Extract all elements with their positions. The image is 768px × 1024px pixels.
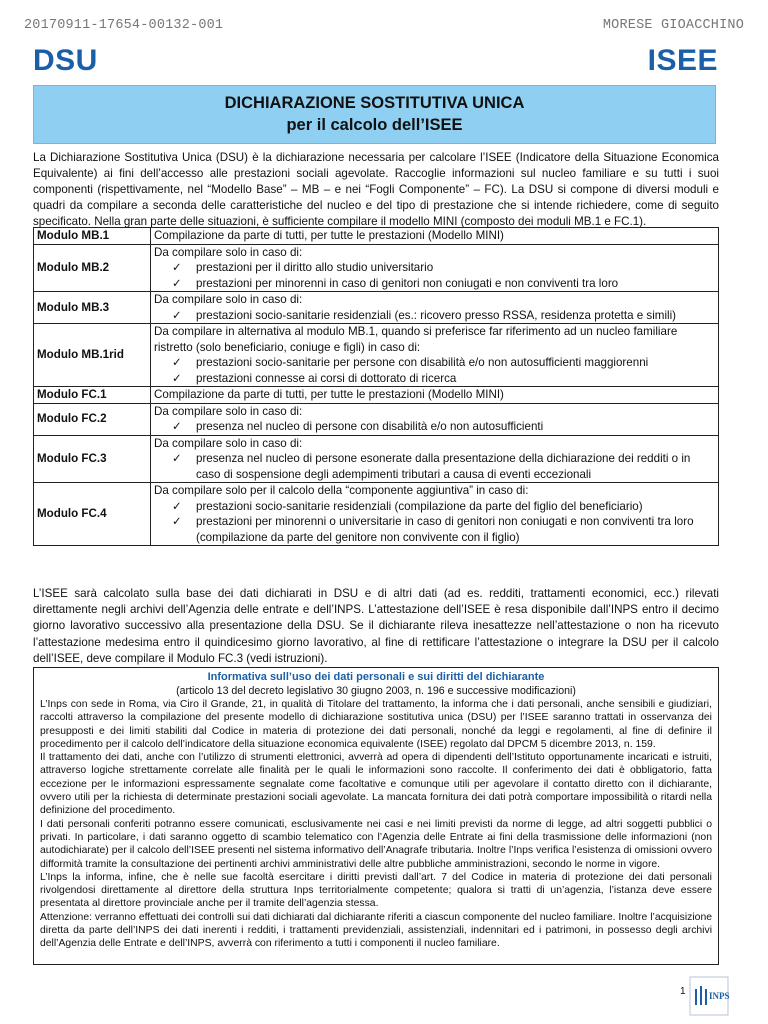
isee-heading: ISEE	[647, 44, 718, 77]
privacy-paragraph: Il trattamento dei dati, anche con l’utilizzo di strumenti elettronici, avverrà ad opera di dipendenti dell’Istituto opportunamente incaricati e istruiti, attraverso logiche strettamente correlate alle finalità per le quali le informazioni sono raccolte. Il conferimento dei dati è obbligatorio, fatta eccezione per le informazioni espressamente segnalate come facoltative e comunque utili per agevolare il contatto diretto con il dichiarante, ovvero utili per la richiesta di determinate prestazioni sociali agevolate. La mancata fornitura dei dati potrà comportare impossibilità o ritardi nella definizione del procedimento.	[40, 752, 712, 817]
module-continuation-line: caso di sospensione degli adempimenti tributari a causa di eventi eccezionali	[196, 467, 592, 481]
module-checklist-item	[154, 260, 715, 276]
module-checklist-item	[154, 308, 715, 324]
module-name: Modulo MB.3	[34, 292, 151, 324]
module-name: Modulo FC.2	[34, 403, 151, 435]
document-code: 20170911-17654-00132-001	[24, 18, 224, 33]
module-description	[151, 483, 719, 546]
module-continuation-line: (compilazione da parte del genitore non convivente con il figlio)	[196, 530, 520, 544]
module-checklist-text: prestazioni connesse ai corsi di dottorato di ricerca	[196, 371, 457, 385]
module-name: Modulo FC.4	[34, 483, 151, 546]
module-text-line: Da compilare solo per il calcolo della “componente aggiuntiva” in caso di:	[154, 484, 529, 497]
module-row	[34, 483, 719, 546]
module-checklist-item	[154, 514, 715, 530]
module-checklist-text: prestazioni socio-sanitarie per persone con disabilità e/o non autosufficienti maggiorenni	[196, 356, 649, 369]
module-name: Modulo MB.1	[34, 228, 151, 245]
module-description	[151, 387, 719, 404]
check-icon: ✓	[172, 276, 182, 290]
check-icon: ✓	[172, 452, 182, 465]
module-checklist-text: presenza nel nucleo di persone con disabilità e/o non autosufficienti	[196, 420, 544, 433]
privacy-notice-title: Informativa sull’uso dei dati personali e sui diritti del dichiarante	[207, 671, 545, 683]
privacy-paragraph: L’Inps con sede in Roma, via Ciro il Grande, 21, in qualità di Titolare del trattamento, la informa che i dati personali, anche sensibili e giudiziari, raccolti attraverso la compilazione del presente modello di dichiarazione sostitutiva unica (DSU) per l’ISEE saranno trattati in osservanza dei presupposti e dei limiti stabiliti dal Codice in materia di protezione dei dati personali, nonché da leggi e regolamenti, al fine di definire il procedimento per il calcolo dell’indicatore della situazione economica equivalente (ISEE) regolato dal DPCM 5 dicembre 2013, n. 159.	[40, 699, 712, 750]
module-checklist-item	[154, 371, 715, 387]
check-icon: ✓	[172, 371, 182, 385]
document-subtitle: per il calcolo dell’ISEE	[286, 116, 463, 134]
check-icon: ✓	[172, 261, 182, 274]
module-checklist-item	[154, 499, 715, 515]
check-icon: ✓	[172, 515, 182, 528]
module-row	[34, 292, 719, 324]
module-text-line: Da compilare in alternativa al modulo MB.1, quando si preferisce far riferimento ad un nucleo familiare ristretto (solo beneficiario, coniuge e figli) in caso di:	[154, 325, 678, 354]
module-row	[34, 403, 719, 435]
module-text-line: Compilazione da parte di tutti, per tutte le prestazioni (Modello MINI)	[154, 388, 504, 401]
module-row	[34, 324, 719, 387]
module-checklist-text: presenza nel nucleo di persone esonerate dalla presentazione della dichiarazione dei redditi o in	[196, 452, 691, 465]
module-text-line: Da compilare solo in caso di:	[154, 245, 303, 259]
privacy-paragraph: L’Inps la informa, infine, che è nelle sue facoltà esercitare i diritti previsti dall’art. 7 del Codice in materia di protezione dei dati personali rivolgendosi direttamente al direttore della struttura Inps territorialmente competente; qualora si tratti di un’agenzia, l’istanza deve essere presentata al direttore provinciale anche per il tramite dell’agenzia stessa.	[40, 871, 712, 910]
module-name: Modulo MB.2	[34, 244, 151, 292]
module-description	[151, 292, 719, 324]
module-description	[151, 228, 719, 245]
privacy-notice-box	[33, 667, 719, 965]
svg-text:INPS: INPS	[709, 991, 730, 1001]
document-title: DICHIARAZIONE SOSTITUTIVA UNICA	[224, 94, 525, 112]
module-row	[34, 435, 719, 483]
isee-calculation-paragraph: L’ISEE sarà calcolato sulla base dei dati dichiarati in DSU e di altri dati (ad es. redditi, trattamenti economici, ecc.) rilevati direttamente negli archivi dell’Agenzia delle entrate e dell’INPS. L’attestazione dell’ISEE è resa disponibile dall’INPS entro il decimo giorno lavorativo successivo alla presentazione della DSU. Se il dichiarante rileva inesattezze nell’attestazione o non ha ricevuto l’attestazione medesima entro il quindicesimo giorno lavorativo, al fine di rettificare l’attestazione o integrare la DSU per il calcolo dell’ISEE, deve compilare il Modulo FC.3 (vedi istruzioni).	[33, 587, 719, 665]
module-checklist-item	[154, 355, 715, 371]
module-checklist-item	[154, 419, 715, 435]
intro-paragraph: La Dichiarazione Sostitutiva Unica (DSU) è la dichiarazione necessaria per calcolare l’ISEE (Indicatore della Situazione Economica Equivalente) ai fini dell’accesso alle prestazioni sociali agevolate. Raccoglie informazioni sul nucleo familiare e su tutti i suoi componenti (rispettivamente, nel “Modello Base” – MB – e nei “Fogli Componente” – FC). La DSU si compone di diversi moduli e quadri da compilare a seconda delle caratteristiche del nucleo e del tipo di prestazione che si intende richiedere, come di seguito specificato. Nella gran parte delle situazioni, è sufficiente compilare il modello MINI (composto dei moduli MB.1 e FC.1).	[33, 151, 719, 228]
module-description	[151, 435, 719, 483]
privacy-paragraph: Attenzione: verranno effettuati dei controlli sui dati dichiarati dal dichiarante riferiti a ciascun componente del nucleo familiare. Inoltre l’acquisizione diretta da parte dell’INPS dei dati inerenti i redditi, i trattamenti previdenziali, assistenziali, indennitari ed i patrimoni, in possesso degli archivi dell’Agenzia delle Entrate e dell’INPS, avverrà con riferimento a tutti i componenti il nucleo familiare.	[40, 911, 712, 950]
module-text-line: Da compilare solo in caso di:	[154, 293, 303, 306]
module-checklist-text: prestazioni per minorenni o universitarie in caso di genitori non coniugati e non conviventi tra loro	[196, 515, 694, 528]
modules-table	[33, 227, 719, 546]
module-name: Modulo FC.1	[34, 387, 151, 404]
module-row	[34, 244, 719, 292]
document-title-box	[33, 85, 716, 144]
dsu-heading: DSU	[33, 44, 98, 77]
page-number: 1	[680, 986, 686, 997]
module-checklist-text: prestazioni socio-sanitarie residenziali (es.: ricovero presso RSSA, residenza protetta e simili)	[196, 308, 677, 322]
module-description	[151, 244, 719, 292]
module-row	[34, 387, 719, 404]
module-text-line: Da compilare solo in caso di:	[154, 404, 303, 418]
module-text-line: Compilazione da parte di tutti, per tutte le prestazioni (Modello MINI)	[154, 229, 504, 242]
module-description	[151, 403, 719, 435]
module-checklist-text: prestazioni socio-sanitarie residenziali (compilazione da parte del figlio del beneficiario)	[196, 499, 643, 513]
module-name: Modulo MB.1rid	[34, 324, 151, 387]
check-icon: ✓	[172, 356, 182, 369]
module-checklist-text: prestazioni per minorenni in caso di genitori non coniugati e non conviventi tra loro	[196, 276, 619, 290]
module-row	[34, 228, 719, 245]
module-checklist-item	[154, 276, 715, 292]
privacy-notice-subtitle: (articolo 13 del decreto legislativo 30 giugno 2003, n. 196 e successive modificazioni)	[176, 685, 576, 697]
check-icon: ✓	[172, 308, 182, 322]
applicant-name: MORESE GIOACCHINO	[602, 18, 744, 33]
check-icon: ✓	[172, 420, 182, 433]
module-description	[151, 324, 719, 387]
check-icon: ✓	[172, 499, 182, 513]
module-name: Modulo FC.3	[34, 435, 151, 483]
inps-logo-icon	[688, 975, 730, 1017]
module-checklist-text: prestazioni per il diritto allo studio universitario	[196, 261, 434, 274]
privacy-paragraph: I dati personali conferiti potranno essere comunicati, esclusivamente nei casi e nei limiti previsti da norme di legge, ad altri soggetti pubblici o privati. In particolare, i dati saranno oggetto di scambio telematico con l’Agenzia delle Entrate ai fini della trasmissione delle informazioni (non autodichiarate) per il calcolo dell’ISEE presenti nel sistema informativo dell’Anagrafe tributaria. Inoltre l’Inps verifica l’esistenza di omissioni ovvero difformità tramite la consultazione dei pertinenti archivi amministrativi delle altre pubbliche amministrazioni, secondo le norme in vigore.	[40, 818, 712, 870]
module-checklist-item	[154, 451, 715, 467]
module-text-line: Da compilare solo in caso di:	[154, 436, 303, 450]
privacy-notice-body	[40, 698, 712, 951]
